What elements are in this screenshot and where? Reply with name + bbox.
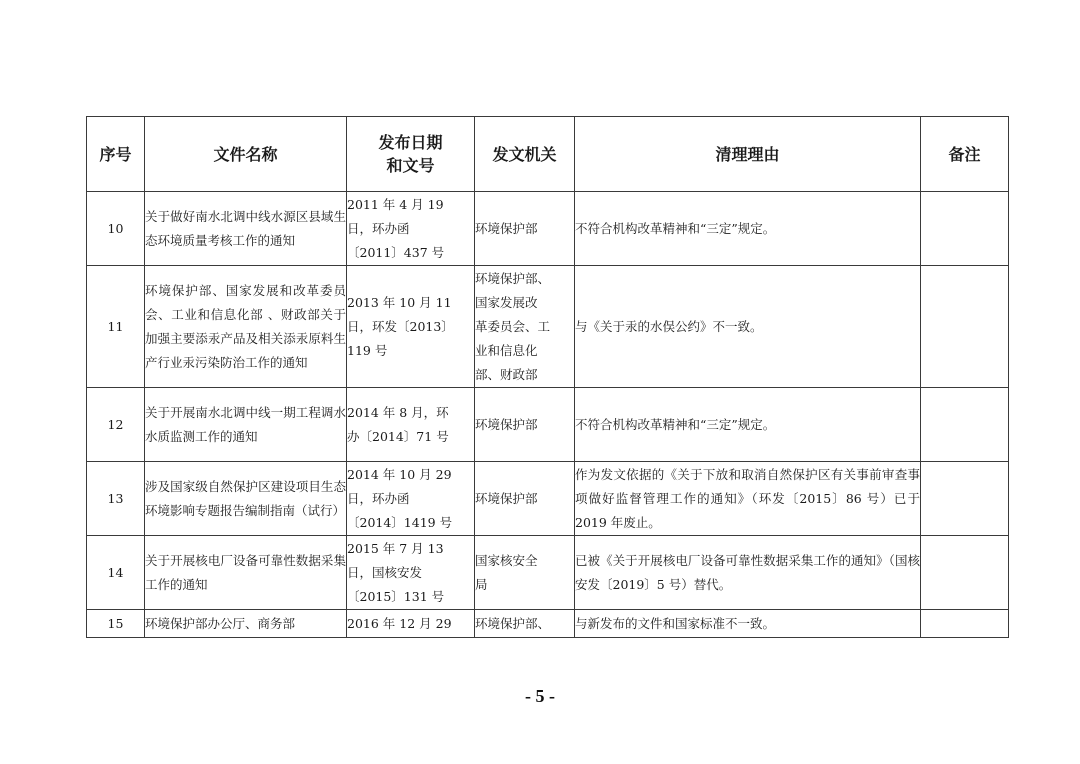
- row-cleanup-reason: 已被《关于开展核电厂设备可靠性数据采集工作的通知》（国核安发〔2019〕5 号）替代。: [575, 536, 921, 610]
- cleanup-table: [86, 116, 1009, 638]
- row-issue-date: 2016 年 12 月 29: [347, 610, 475, 638]
- table-header-row: [87, 117, 1009, 192]
- row-document-name: 涉及国家级自然保护区建设项目生态环境影响专题报告编制指南（试行）: [145, 462, 347, 536]
- header-cleanup-reason: 清理理由: [575, 117, 921, 192]
- table-row: [87, 266, 1009, 388]
- header-remarks: 备注: [921, 117, 1009, 192]
- row-document-name: 环境保护部办公厅、商务部: [145, 610, 347, 638]
- row-serial-number: 14: [87, 536, 145, 610]
- row-serial-number: 15: [87, 610, 145, 638]
- row-issuing-authority: 环境保护部: [475, 192, 575, 266]
- row-remarks: [921, 192, 1009, 266]
- row-document-name: 环境保护部、国家发展和改革委员会、工业和信息化部 、财政部关于加强主要添汞产品及相关添汞原料生产行业汞污染防治工作的通知: [145, 266, 347, 388]
- row-remarks: [921, 266, 1009, 388]
- row-issue-date: 2014 年 8 月，环 办〔2014〕71 号: [347, 388, 475, 462]
- row-document-name: 关于开展南水北调中线一期工程调水水质监测工作的通知: [145, 388, 347, 462]
- row-issuing-authority: 国家核安全 局: [475, 536, 575, 610]
- row-issue-date: 2014 年 10 月 29 日，环办函 〔2014〕1419 号: [347, 462, 475, 536]
- row-cleanup-reason: 与《关于汞的水俣公约》不一致。: [575, 266, 921, 388]
- row-issuing-authority: 环境保护部: [475, 462, 575, 536]
- row-issuing-authority: 环境保护部、 国家发展改 革委员会、工 业和信息化 部、财政部: [475, 266, 575, 388]
- table-row: [87, 192, 1009, 266]
- row-remarks: [921, 610, 1009, 638]
- row-serial-number: 10: [87, 192, 145, 266]
- page-number: - 5 -: [525, 686, 555, 706]
- row-remarks: [921, 536, 1009, 610]
- row-serial-number: 13: [87, 462, 145, 536]
- row-cleanup-reason: 作为发文依据的《关于下放和取消自然保护区有关事前审查事项做好监督管理工作的通知》（环发〔2015〕86 号）已于 2019 年废止。: [575, 462, 921, 536]
- row-serial-number: 12: [87, 388, 145, 462]
- row-issue-date: 2013 年 10 月 11 日，环发〔2013〕 119 号: [347, 266, 475, 388]
- row-issue-date: 2011 年 4 月 19 日，环办函 〔2011〕437 号: [347, 192, 475, 266]
- table-row: [87, 388, 1009, 462]
- header-serial-number: 序号: [87, 117, 145, 192]
- header-document-name: 文件名称: [145, 117, 347, 192]
- row-document-name: 关于开展核电厂设备可靠性数据采集工作的通知: [145, 536, 347, 610]
- row-issuing-authority: 环境保护部: [475, 388, 575, 462]
- table-row: [87, 462, 1009, 536]
- row-cleanup-reason: 不符合机构改革精神和“三定”规定。: [575, 388, 921, 462]
- row-issue-date: 2015 年 7 月 13 日，国核安发 〔2015〕131 号: [347, 536, 475, 610]
- row-issuing-authority: 环境保护部、: [475, 610, 575, 638]
- row-serial-number: 11: [87, 266, 145, 388]
- header-issue-date-and-number: 发布日期 和文号: [347, 117, 475, 192]
- row-cleanup-reason: 不符合机构改革精神和“三定”规定。: [575, 192, 921, 266]
- row-remarks: [921, 388, 1009, 462]
- table-row: [87, 610, 1009, 638]
- row-remarks: [921, 462, 1009, 536]
- header-issuing-authority: 发文机关: [475, 117, 575, 192]
- row-document-name: 关于做好南水北调中线水源区县域生态环境质量考核工作的通知: [145, 192, 347, 266]
- row-cleanup-reason: 与新发布的文件和国家标准不一致。: [575, 610, 921, 638]
- table-row: [87, 536, 1009, 610]
